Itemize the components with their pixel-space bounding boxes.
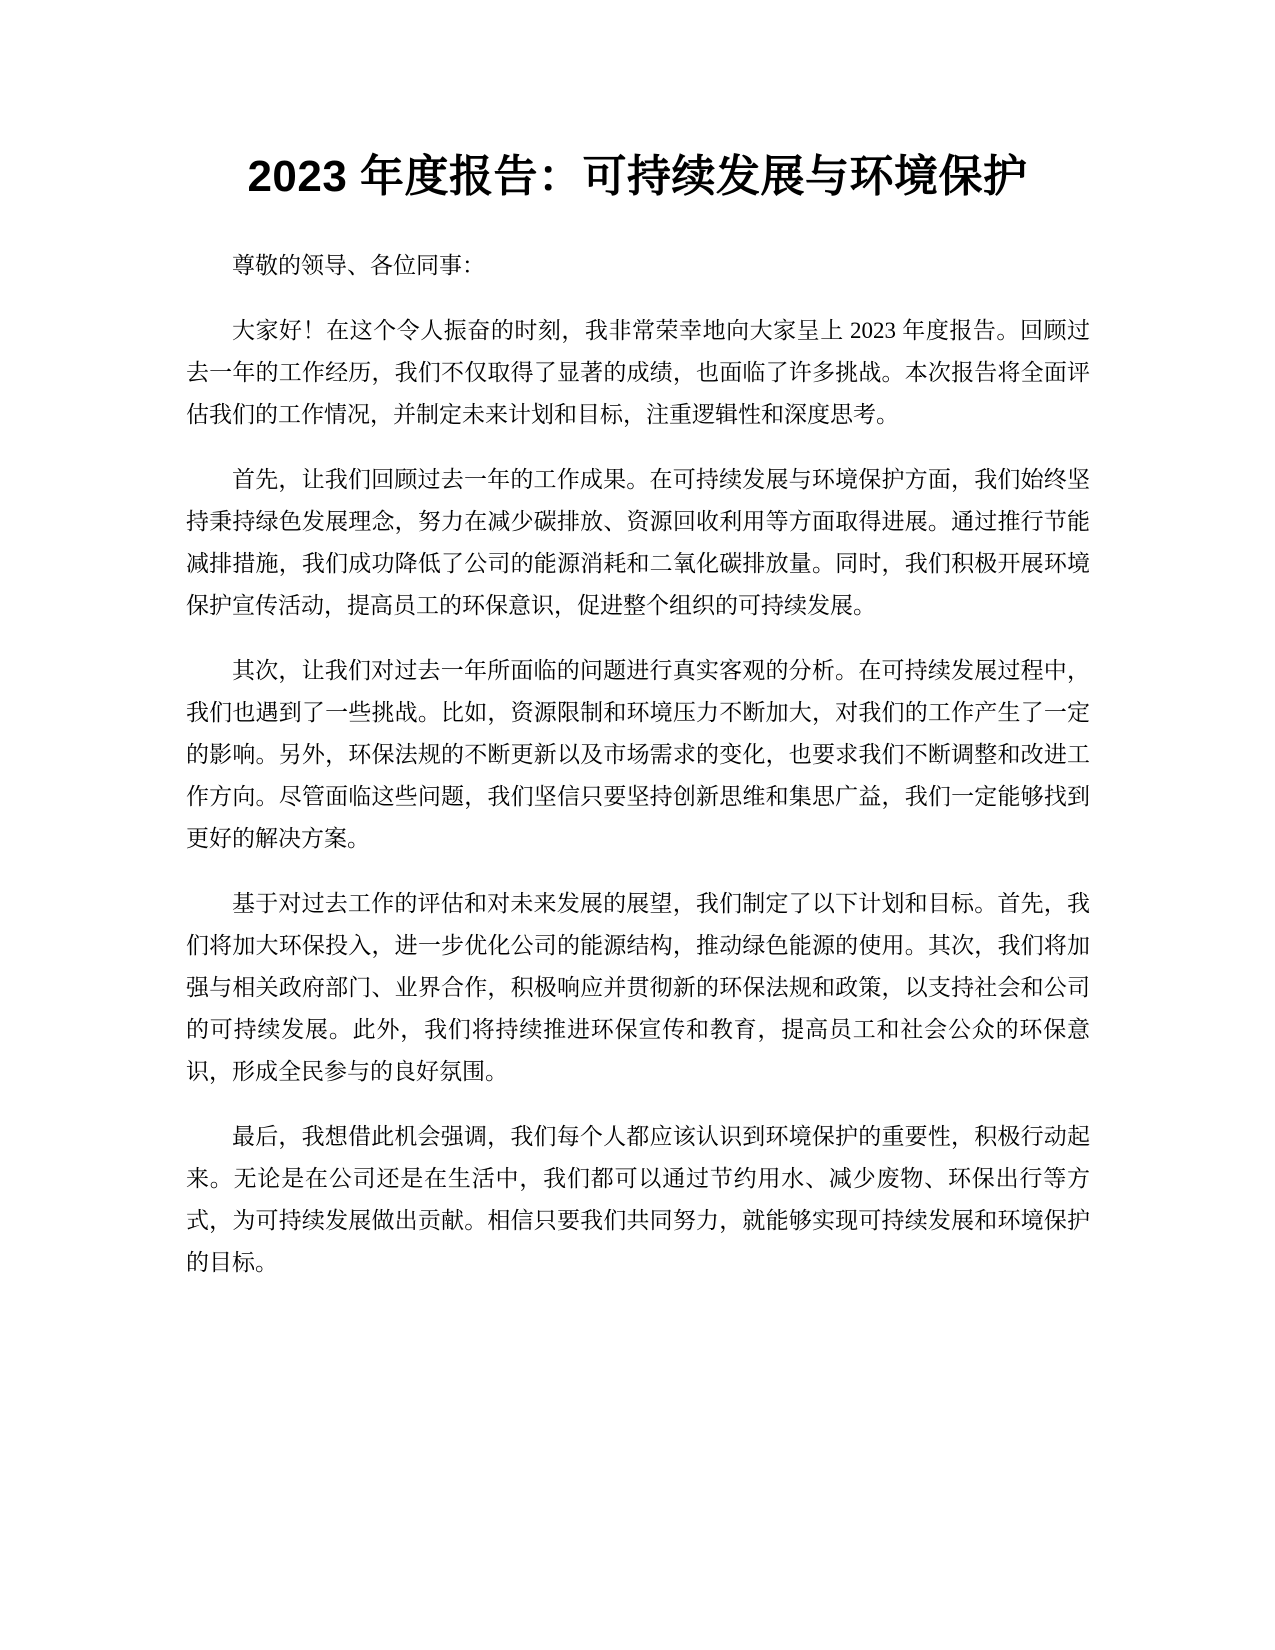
paragraph-conclusion: 最后，我想借此机会强调，我们每个人都应该认识到环境保护的重要性，积极行动起来。无论是在公司还是在生活中，我们都可以通过节约用水、减少废物、环保出行等方式，为可持续发展做出贡献。相信只要我们共同努力，就能够实现可持续发展和环境保护的目标。 xyxy=(186,1124,1090,1275)
paragraph-plans: 基于对过去工作的评估和对未来发展的展望，我们制定了以下计划和目标。首先，我们将加大环保投入，进一步优化公司的能源结构，推动绿色能源的使用。其次，我们将加强与相关政府部门、业界合作，积极响应并贯彻新的环保法规和政策，以支持社会和公司的可持续发展。此外，我们将持续推进环保宣传和教育，提高员工和社会公众的环保意识，形成全民参与的良好氛围。 xyxy=(186,891,1090,1084)
greeting: 尊敬的领导、各位同事： xyxy=(232,253,485,278)
paragraph-challenges: 其次，让我们对过去一年所面临的问题进行真实客观的分析。在可持续发展过程中，我们也遇到了一些挑战。比如，资源限制和环境压力不断加大，对我们的工作产生了一定的影响。另外，环保法规的不断更新以及市场需求的变化，也要求我们不断调整和改进工作方向。尽管面临这些问题，我们坚信只要坚持创新思维和集思广益，我们一定能够找到更好的解决方案。 xyxy=(186,658,1090,851)
paragraph-achievements: 首先，让我们回顾过去一年的工作成果。在可持续发展与环境保护方面，我们始终坚持秉持绿色发展理念，努力在减少碳排放、资源回收利用等方面取得进展。通过推行节能减排措施，我们成功降低了公司的能源消耗和二氧化碳排放量。同时，我们积极开展环境保护宣传活动，提高员工的环保意识，促进整个组织的可持续发展。 xyxy=(186,467,1090,618)
paragraph-intro: 大家好！在这个令人振奋的时刻，我非常荣幸地向大家呈上 2023 年度报告。回顾过去一年的工作经历，我们不仅取得了显著的成绩，也面临了许多挑战。本次报告将全面评估我们的工作情况，并制定未来计划和目标，注重逻辑性和深度思考。 xyxy=(186,318,1090,427)
document-body xyxy=(186,245,1090,1307)
document-title: 2023 年度报告：可持续发展与环境保护 xyxy=(247,152,1028,201)
